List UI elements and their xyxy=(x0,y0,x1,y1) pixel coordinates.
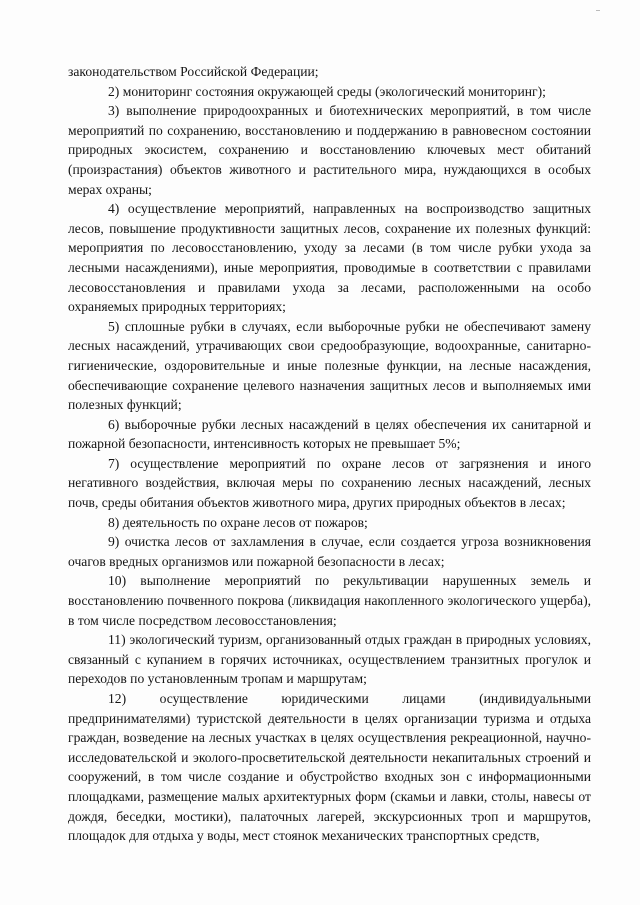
paragraph-item-7: 7) осуществление мероприятий по охране лесов от загрязнения и иного негативного воздействия, включая меры по сохранению лесных насаждений, лесных почв, среды обитания объектов животного мира, других природных объектов в лесах; xyxy=(68,455,591,511)
paragraph-item-9: 9) очистка лесов от захламления в случае, если создается угроза возникновения очагов вредных организмов или пожарной безопасности в лесах; xyxy=(68,534,591,569)
document-body xyxy=(68,62,591,846)
paragraph-item-10: 10) выполнение мероприятий по рекультивации нарушенных земель и восстановлению почвенного покрова (ликвидация накопленного экологического ущерба), в том числе посредством лесовосстановления; xyxy=(68,573,591,628)
paragraph-item-12: 12) осуществление юридическими лицами (индивидуальными предпринимателями) туристской деятельности в целях организации туризма и отдыха граждан, возведение на лесных участках в целях осуществления рекреационной, научно-исследовательской и эколого-просветительской деятельности некапитальных строений и сооружений, в том числе создание и обустройство входных зон с информационными площадками, размещение малых архитектурных форм (скамьи и лавки, столы, навесы от дождя, беседки, мостики), палаточных лагерей, экскурсионных троп и маршрутов, площадок для отдыха у воды, мест стоянок механических транспортных средств, xyxy=(68,691,591,844)
scan-mark xyxy=(596,10,600,11)
paragraph-item-5: 5) сплошные рубки в случаях, если выборочные рубки не обеспечивают замену лесных насаждений, утрачивающих свои средообразующие, водоохранные, санитарно-гигиенические, оздоровительные и иные полезные функции, на лесные насаждения, обеспечивающие сохранение целевого назначения защитных лесов и выполняемых ими полезных функций; xyxy=(68,318,591,413)
paragraph-item-2: 2) мониторинг состояния окружающей среды (экологический мониторинг); xyxy=(108,83,546,99)
paragraph-item-4: 4) осуществление мероприятий, направленных на воспроизводство защитных лесов, повышение продуктивности защитных лесов, сохранение их полезных функций: мероприятия по лесовосстановлению, уходу за лесами (в том числе рубки ухода за лесными насаждениями), иные мероприятия, проводимые в соответствии с правилами лесовосстановления и правилами ухода за лесами, расположенными на особо охраняемых природных территориях; xyxy=(68,201,591,315)
paragraph-item-3: 3) выполнение природоохранных и биотехнических мероприятий, в том числе мероприятий по сохранению, восстановлению и поддержанию в равновесном состоянии природных экосистем, сохранению и восстановлению ключевых мест обитаний (произрастания) объектов животного и растительного мира, нуждающихся в особых мерах охраны; xyxy=(68,103,591,197)
paragraph-continuation: законодательством Российской Федерации; xyxy=(68,64,319,79)
paragraph-item-8: 8) деятельность по охране лесов от пожаров; xyxy=(108,514,368,530)
paragraph-item-6: 6) выборочные рубки лесных насаждений в целях обеспечения их санитарной и пожарной безопасности, интенсивность которых не превышает 5%; xyxy=(68,416,591,452)
paragraph-item-11: 11) экологический туризм, организованный отдых граждан в природных условиях, связанный с купанием в горячих источниках, осуществлением транзитных прогулок и переходов по установленным тропам и маршрутам; xyxy=(68,632,591,687)
